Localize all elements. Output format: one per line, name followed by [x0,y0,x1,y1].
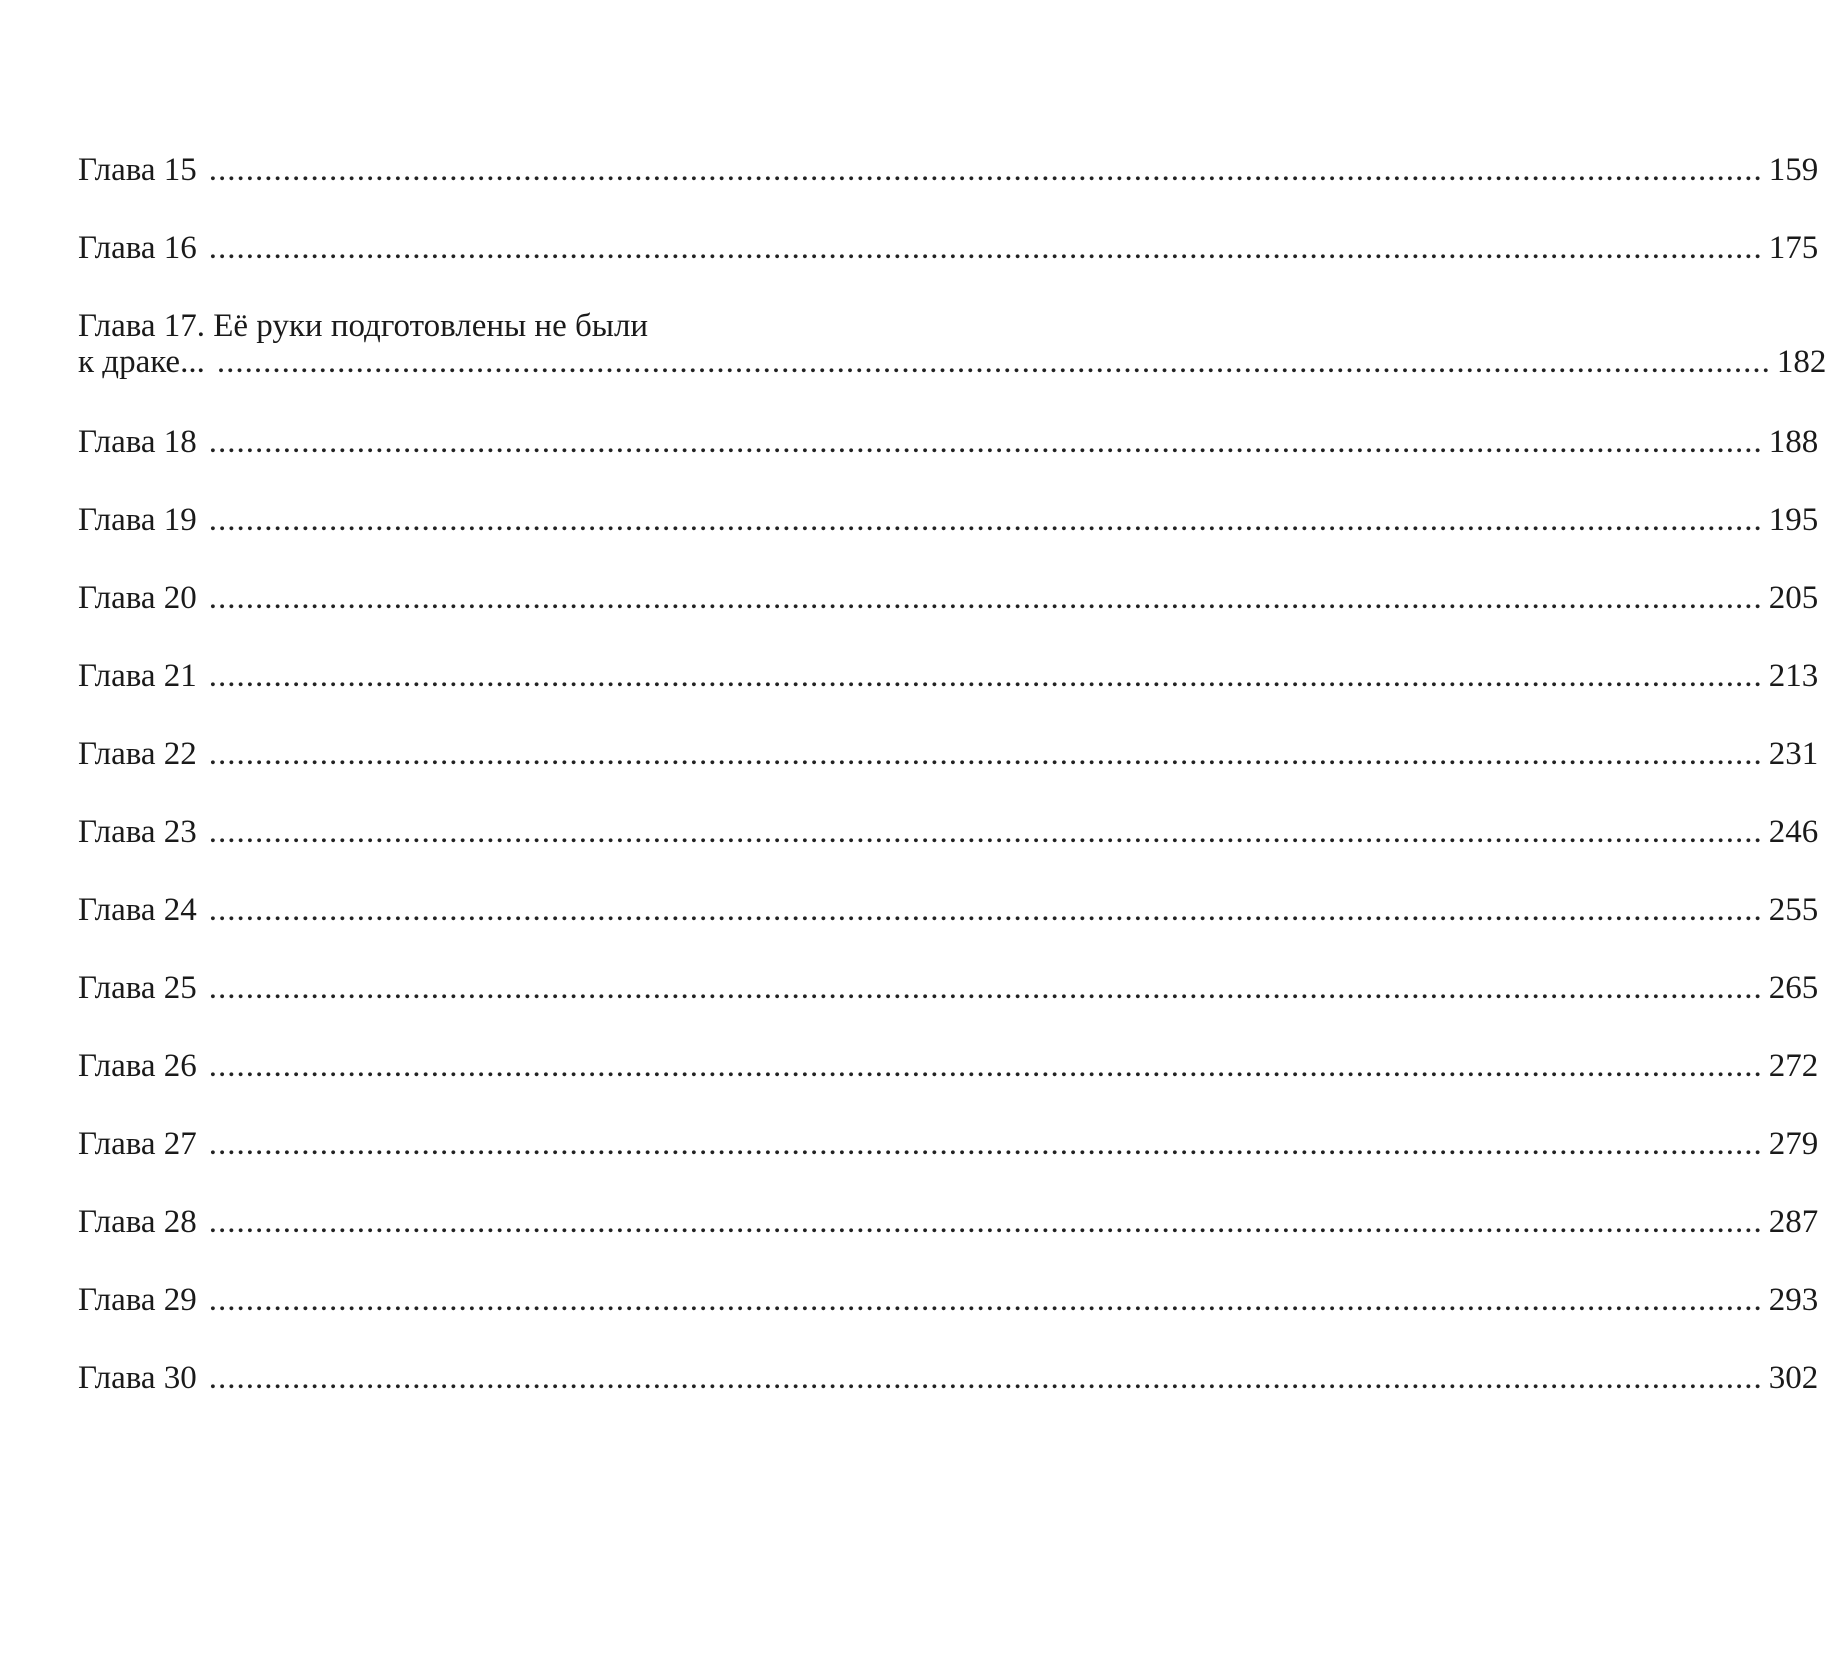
toc-entry[interactable] [78,578,1819,618]
toc-entry-page: 231 [1768,736,1819,772]
toc-entry-title: Глава 23 [78,814,197,850]
toc-entry-title: Глава 24 [78,892,197,928]
toc-entry-title: к драке... [78,344,205,380]
toc-entry-page: 159 [1768,152,1819,188]
dot-leader: ........................................................................................................................................................................ [208,736,1763,772]
toc-entry-title: Глава 18 [78,424,197,460]
dot-leader: ........................................................................................................................................................................ [208,1360,1763,1396]
dot-leader: ........................................................................................................................................................................ [216,344,1771,380]
toc-entry-page: 272 [1768,1048,1819,1084]
toc-entry[interactable] [78,306,1826,382]
toc-entry[interactable] [78,890,1819,930]
toc-entry-page: 182 [1776,344,1826,380]
toc-entry-title: Глава 22 [78,736,197,772]
toc-entry-page: 265 [1768,970,1819,1006]
toc-entry-title: Глава 21 [78,658,197,694]
toc-entry-title: Глава 19 [78,502,197,538]
toc-entry-page: 195 [1768,502,1819,538]
dot-leader: ........................................................................................................................................................................ [208,230,1763,266]
dot-leader: ........................................................................................................................................................................ [208,502,1763,538]
toc-entry-page: 287 [1768,1204,1819,1240]
toc-entry[interactable] [78,734,1819,774]
toc-entry-title-line1: Глава 17. Её руки подготовлены не были [78,308,649,344]
toc-entry-title: Глава 29 [78,1282,197,1318]
toc-entry-title: Глава 28 [78,1204,197,1240]
toc-entry-page: 255 [1768,892,1819,928]
toc-entry-title: Глава 16 [78,230,197,266]
dot-leader: ........................................................................................................................................................................ [208,152,1763,188]
toc-entry-title: Глава 25 [78,970,197,1006]
dot-leader: ........................................................................................................................................................................ [208,1048,1763,1084]
dot-leader: ........................................................................................................................................................................ [208,892,1763,928]
toc-entry[interactable] [78,1202,1819,1242]
dot-leader: ........................................................................................................................................................................ [208,814,1763,850]
dot-leader: ........................................................................................................................................................................ [208,970,1763,1006]
toc-entry[interactable] [78,968,1819,1008]
dot-leader: ........................................................................................................................................................................ [208,1126,1763,1162]
toc-entry-page: 213 [1768,658,1819,694]
toc-entry-title: Глава 26 [78,1048,197,1084]
toc-entry-title: Глава 27 [78,1126,197,1162]
toc-entry[interactable] [78,1280,1819,1320]
dot-leader: ........................................................................................................................................................................ [208,424,1763,460]
toc-entry-page: 302 [1768,1360,1819,1396]
toc-entry-page: 293 [1768,1282,1819,1318]
toc-entry-title: Глава 15 [78,152,197,188]
toc-entry[interactable] [78,812,1819,852]
dot-leader: ........................................................................................................................................................................ [208,1282,1763,1318]
toc-entry[interactable] [78,228,1819,268]
toc-entry-title: Глава 20 [78,580,197,616]
toc-entry[interactable] [78,1046,1819,1086]
toc-entry-page: 188 [1768,424,1819,460]
toc-entry-page: 246 [1768,814,1819,850]
toc-entry-page: 175 [1768,230,1819,266]
toc-entry[interactable] [78,656,1819,696]
dot-leader: ........................................................................................................................................................................ [208,1204,1763,1240]
toc-entry-page: 279 [1768,1126,1819,1162]
dot-leader: ........................................................................................................................................................................ [208,658,1763,694]
dot-leader: ........................................................................................................................................................................ [208,580,1763,616]
toc-entry-title: Глава 30 [78,1360,197,1396]
toc-entry[interactable] [78,422,1819,462]
toc-entry[interactable] [78,1358,1819,1398]
toc-entry-page: 205 [1768,580,1819,616]
toc-entry[interactable] [78,150,1819,190]
toc-entry[interactable] [78,1124,1819,1164]
toc-entry[interactable] [78,500,1819,540]
